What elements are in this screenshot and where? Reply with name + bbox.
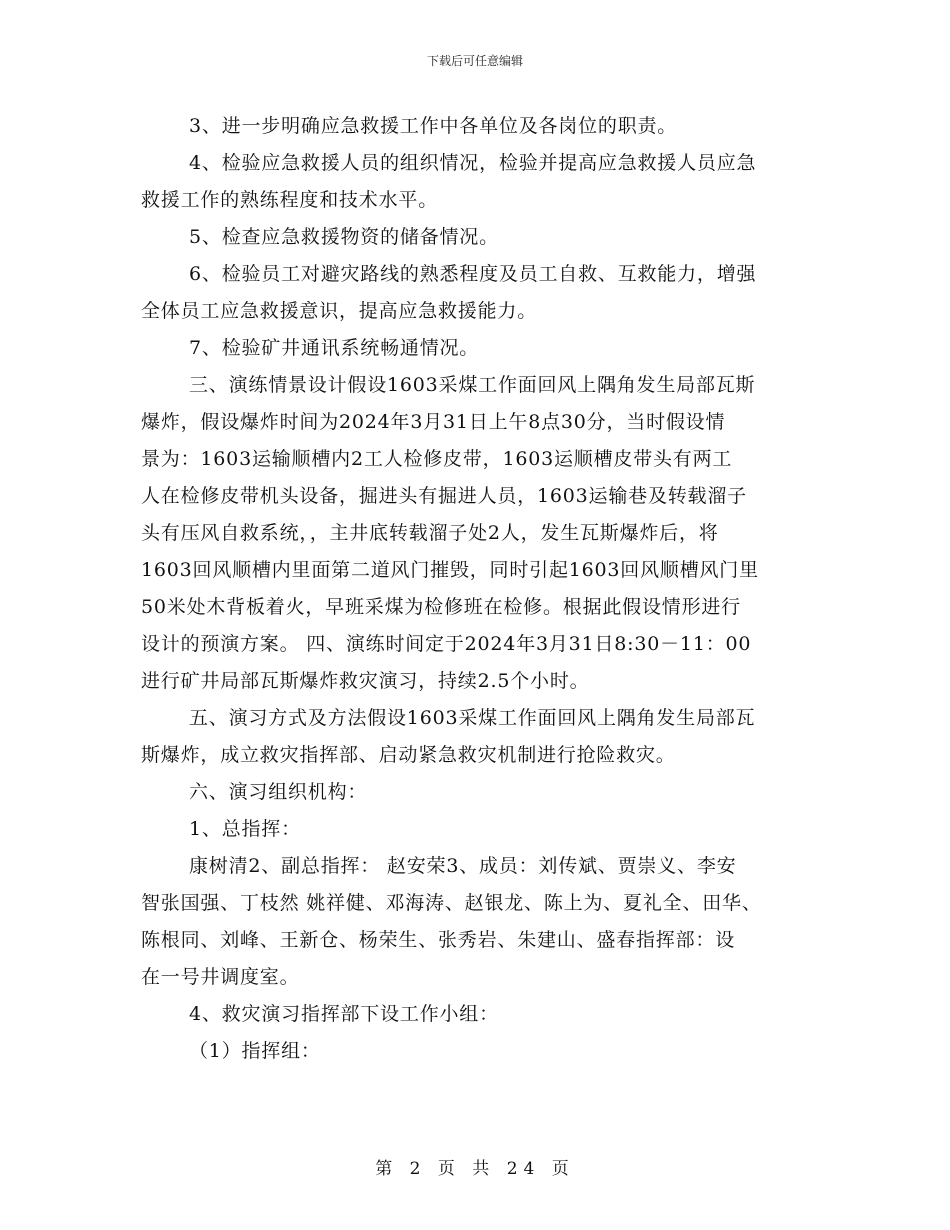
paragraph-line: 三、演练情景设计假设1603采煤工作面回风上隅角发生局部瓦斯 (189, 374, 756, 396)
page-footer: 第 2 页 共 24 页 (375, 1159, 575, 1179)
paragraph-line: 智张国强、丁枝然 姚祥健、邓海涛、赵银龙、陈上为、夏礼全、田华、 (141, 892, 762, 914)
paragraph-line: 进行矿井局部瓦斯爆炸救灾演习，持续2.5个小时。 (141, 670, 590, 692)
paragraph-line: 景为：1603运输顺槽内2工人检修皮带，1603运顺槽皮带头有两工 (141, 448, 733, 470)
paragraph-line: 1603回风顺槽内里面第二道风门摧毁，同时引起1603回风顺槽风门里 (141, 559, 759, 581)
paragraph-line: 五、演习方式及方法假设1603采煤工作面回风上隅角发生局部瓦 (189, 707, 756, 729)
document-body (141, 108, 821, 1070)
paragraph-line: 六、演习组织机构： (189, 781, 368, 803)
header-note: 下载后可任意编辑 (426, 54, 523, 68)
paragraph-line: 救援工作的熟练程度和技术水平。 (141, 189, 439, 211)
paragraph-line: 50米处木背板着火，早班采煤为检修班在检修。根据此假设情形进行 (141, 596, 741, 618)
paragraph-line: 7、检验矿井通讯系统畅通情况。 (189, 337, 480, 359)
paragraph-line: 陈根同、刘峰、王新仓、杨荣生、张秀岩、朱建山、盛春指挥部：设 (141, 929, 736, 951)
paragraph-line: 全体员工应急救援意识，提高应急救援能力。 (141, 300, 538, 322)
paragraph-line: （1）指挥组： (189, 1040, 321, 1062)
paragraph-line: 爆炸，假设爆炸时间为2024年3月31日上午8点30分，当时假设情 (141, 411, 726, 433)
paragraph-line: 在一号井调度室。 (141, 966, 300, 988)
paragraph-line: 人在检修皮带机头设备，掘进头有掘进人员，1603运输巷及转载溜子 (141, 485, 747, 507)
paragraph-line: 6、检验员工对避灾路线的熟悉程度及员工自救、互救能力，增强 (189, 263, 757, 285)
paragraph-line: 1、总指挥： (189, 818, 301, 840)
paragraph-line: 4、检验应急救援人员的组织情况，检验并提高应急救援人员应急 (189, 152, 757, 174)
paragraph-line: 4、救灾演习指挥部下设工作小组： (189, 1003, 499, 1025)
paragraph-line: 5、检查应急救援物资的储备情况。 (189, 226, 499, 248)
paragraph-line: 3、进一步明确应急救援工作中各单位及各岗位的职责。 (189, 115, 678, 137)
paragraph-line: 斯爆炸，成立救灾指挥部、启动紧急救灾机制进行抢险救灾。 (141, 744, 676, 766)
paragraph-line: 头有压风自救系统，，主井底转载溜子处2人，发生瓦斯爆炸后，将 (141, 522, 719, 544)
paragraph-line: 康树清2、副总指挥： 赵安荣3、成员：刘传斌、贾崇义、李安 (189, 855, 737, 877)
paragraph-line: 设计的预演方案。 四、演练时间定于2024年3月31日8:30－11：00 (141, 633, 752, 655)
